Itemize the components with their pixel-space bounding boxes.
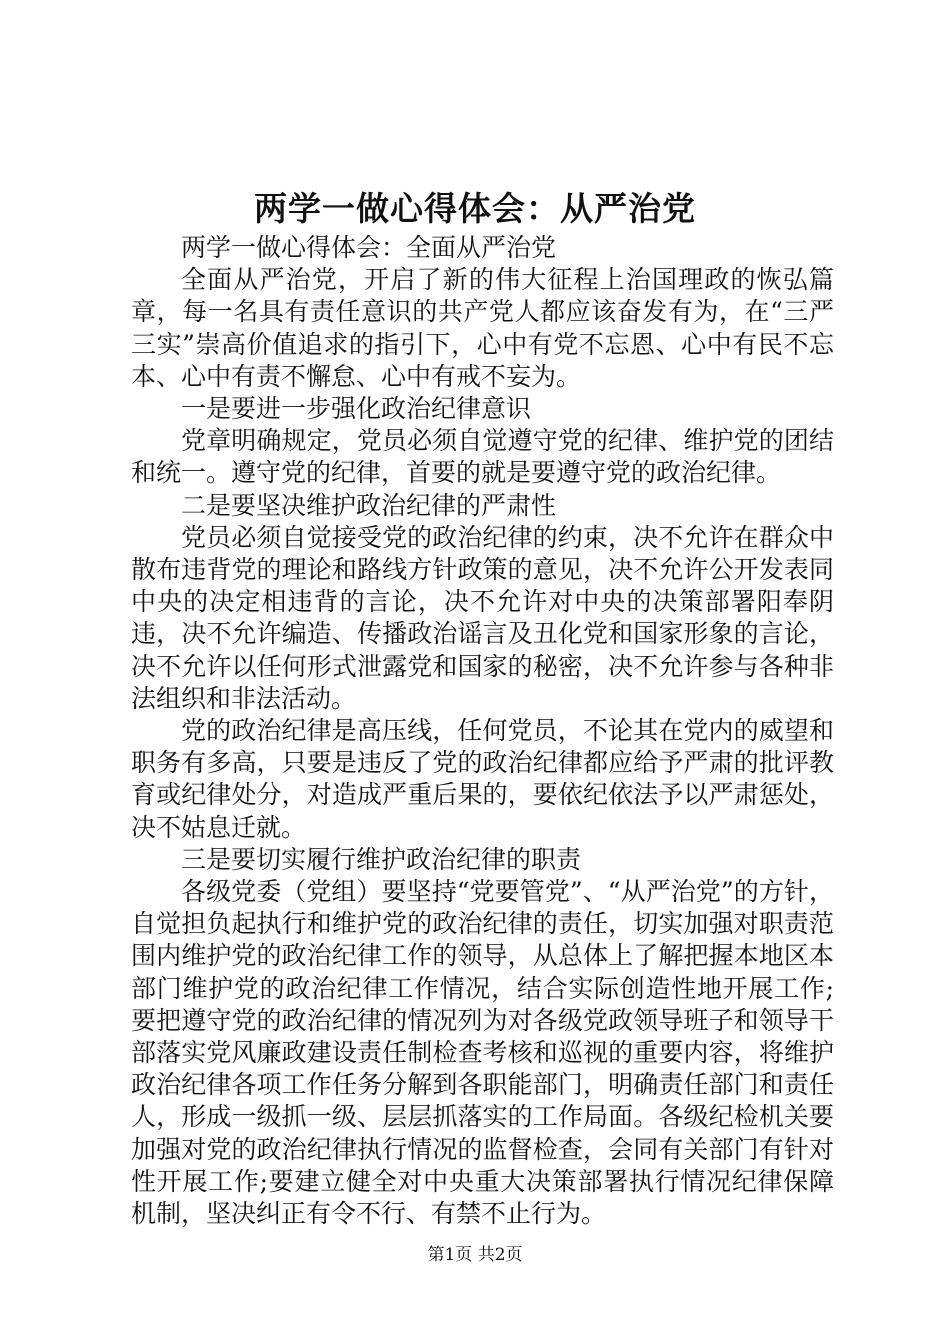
paragraph-intro: 全面从严治党，开启了新的伟大征程上治国理政的恢弘篇章，每一名具有责任意识的共产党人都应该奋发有为，在“三严三实”崇高价值追求的指引下，心中有党不忘恩、心中有民不忘本、心中有责不懈怠、心中有戒不妄为。 — [131, 265, 834, 391]
document-body — [131, 232, 834, 1230]
paragraph-subtitle: 两学一做心得体会：全面从严治党 — [181, 233, 557, 262]
paragraph-section-1: 党章明确规定，党员必须自觉遵守党的纪律、维护党的团结和统一。遵守党的纪律，首要的就是要遵守党的政治纪律。 — [131, 426, 834, 488]
document-title: 两学一做心得体会：从严治党 — [254, 189, 696, 228]
paragraph-section-2b: 党的政治纪律是高压线，任何党员，不论其在党内的威望和职务有多高，只要是违反了党的政治纪律都应给予严肃的批评教育或纪律处分，对造成严重后果的，要依纪依法予以严肃惩处，决不姑息迁就。 — [131, 716, 834, 842]
section-heading-3: 三是要切实履行维护政治纪律的职责 — [181, 844, 582, 874]
page-number-footer: 第1页 共2页 — [427, 1245, 523, 1265]
section-heading-2: 二是要坚决维护政治纪律的严肃性 — [181, 490, 557, 520]
paragraph-section-3: 各级党委（党组）要坚持“党要管党”、“从严治党”的方针，自觉担负起执行和维护党的政治纪律的责任，切实加强对职责范围内维护党的政治纪律工作的领导，从总体上了解把握本地区本部门维护党的政治纪律工作情况，结合实际创造性地开展工作;要把遵守党的政治纪律的情况列为对各级党政领导班子和领导干部落实党风廉政建设责任制检查考核和巡视的重要内容，将维护政治纪律各项工作任务分解到各职能部门，明确责任部门和责任人，形成一级抓一级、层层抓落实的工作局面。各级纪检机关要加强对党的政治纪律执行情况的监督检查，会同有关部门有针对性开展工作;要建立健全对中央重大决策部署执行情况纪律保障机制，坚决纠正有令不行、有禁不止行为。 — [131, 877, 834, 1229]
paragraph-section-2a: 党员必须自觉接受党的政治纪律的约束，决不允许在群众中散布违背党的理论和路线方针政策的意见，决不允许公开发表同中央的决定相违背的言论，决不允许对中央的决策部署阳奉阴违，决不允许编造、传播政治谣言及丑化党和国家形象的言论，决不允许以任何形式泄露党和国家的秘密，决不允许参与各种非法组织和非法活动。 — [131, 522, 834, 713]
section-heading-1: 一是要进一步强化政治纪律意识 — [181, 394, 532, 424]
